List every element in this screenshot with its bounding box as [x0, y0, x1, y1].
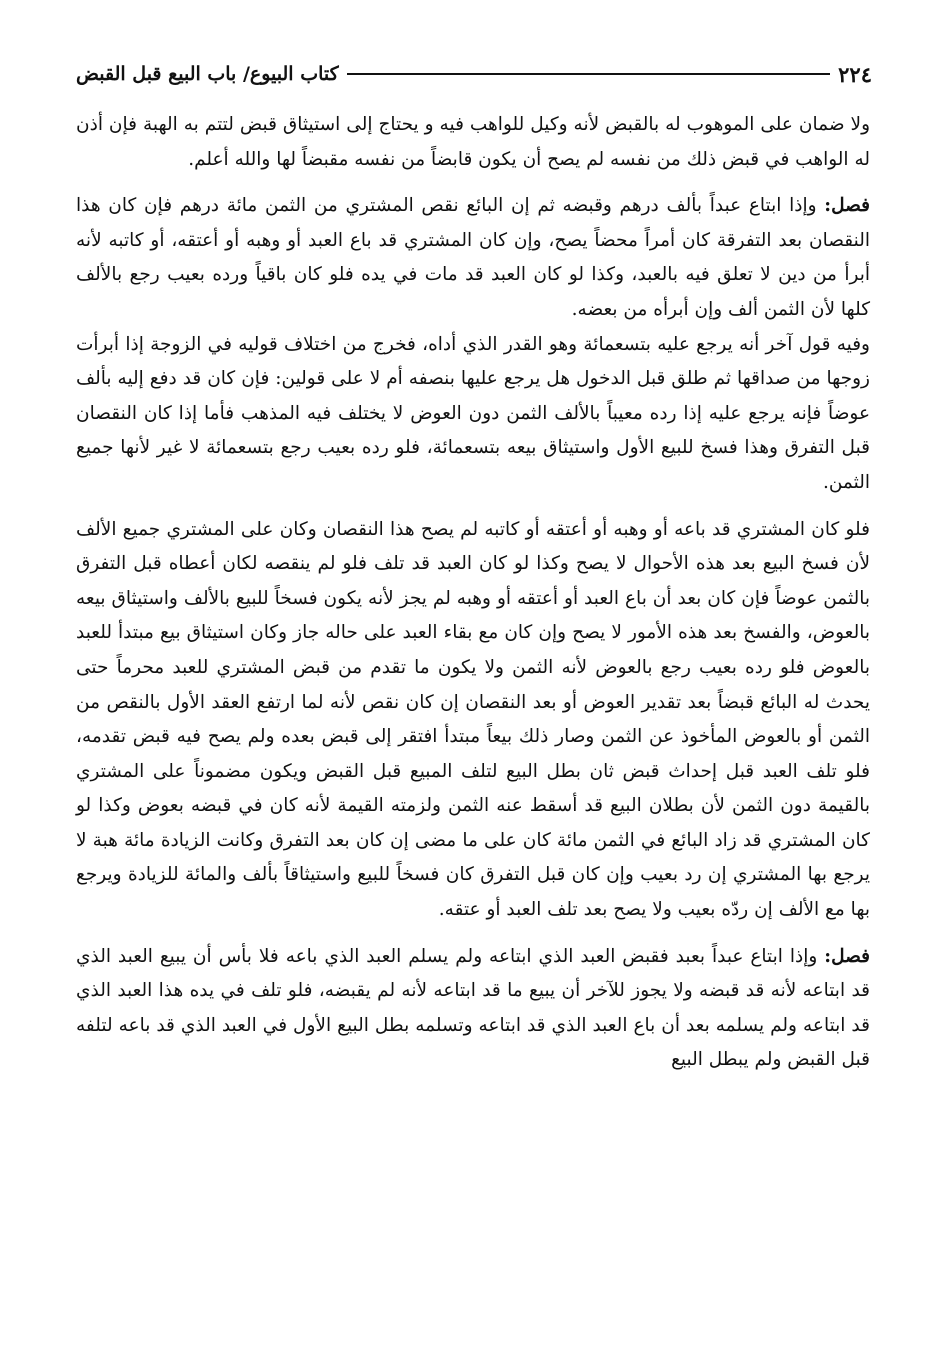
header-rule: [347, 73, 830, 75]
body-text: [76, 108, 870, 1078]
paragraph: [76, 189, 870, 327]
paragraph: [76, 108, 870, 177]
paragraph-text: وإذا ابتاع عبداً بعبد فقبض العبد الذي ابتاعه ولم يسلم العبد الذي باعه فلا بأس أن يبيع العبد الذي قد ابتاعه لأنه قد قبضه ولا يجوز للآخر أن يبيع ما قد ابتاعه لأنه لم يقبضه، فلو تلف في يده هذا العبد الذي قد ابتاعه ولم يسلمه بعد أن باع العبد الذي قد ابتاعه وتسلمه بطل البيع الأول في العبد الذي قد باعه لتلفه قبل القبض ولم يبطل البيع: [76, 945, 870, 1071]
paragraph: [76, 513, 870, 928]
section-marker: فصل:: [824, 945, 870, 967]
paragraph: [76, 940, 870, 1078]
paragraph-text: وإذا ابتاع عبداً بألف درهم وقبضه ثم إن البائع نقص المشتري من الثمن مائة درهم فإن كان هذا النقصان بعد التفرقة كان أمراً محضاً يصح، وإن كان المشتري قد باع العبد أو وهبه أو أعتقه، أو كاتبه لأنه أبرأ من دين لا تعلق فيه بالعبد، وكذا لو كان العبد قد مات في يده فلو كان باقياً ورده بعيب رجع بالألف كلها لأن الثمن ألف وإن أبرأه من بعضه.: [76, 195, 870, 320]
paragraph: [76, 328, 870, 501]
page-number: ٢٢٤: [838, 61, 872, 87]
chapter-title: كتاب البيوع/ باب البيع قبل القبض: [76, 63, 339, 85]
section-marker: فصل:: [824, 195, 870, 217]
running-header: [76, 56, 872, 92]
paragraph-text: ولا ضمان على الموهوب له بالقبض لأنه وكيل للواهب فيه و يحتاج إلى استيثاق قبض لتتم به الهبة فإن أذن له الواهب في قبض ذلك من نفسه لم يصح أن يكون قابضاً من نفسه مقبضاً لها والله أعلم.: [76, 114, 870, 170]
paragraph-text: وفيه قول آخر أنه يرجع عليه بتسعمائة وهو القدر الذي أداه، فخرج من اختلاف قوليه في الزوجة إذا أبرأت زوجها من صداقها ثم طلق قبل الدخول هل يرجع عليها بنصفه أم لا على قولين: فإن كان قد دفع إليه بألف عوضاً فإنه يرجع عليه إذا رده معيباً بالألف الثمن دون العوض لا يختلف فيه المذهب فأما إذا كان النقصان قبل التفرق وهذا فسخ للبيع الأول واستيثاق بيعه بتسعمائة، فلو رده بعيب رجع بتسعمائة لا غير لأنها جميع الثمن.: [76, 333, 870, 493]
paragraph-text: فلو كان المشتري قد باعه أو وهبه أو أعتقه أو كاتبه لم يصح هذا النقصان وكان على المشتري جميع الألف لأن فسخ البيع بعد هذه الأحوال لا يصح وكذا لو كان العبد قد تلف فلو لم ينقصه لكان أعطاه قبل التفرق بالثمن عوضاً فإن كان بعد أن باع العبد أو أعتقه أو وهبه لم يجز لأنه يكون فسخاً للبيع بالألف واستيثاق بيعه بالعوض، والفسخ بعد هذه الأمور لا يصح وإن كان مع بقاء العبد على حاله جاز وكان استيثاق بيع مبتدأ للعبد بالعوض فلو رده بعيب رجع بالعوض لأنه الثمن ولا يكون ما تقدم من قبض المشتري للعبد محرماً حتى يحدث له البائع قبضاً بعد تقدير العوض أو بعد النقصان إن كان نقص لأنه لما ارتفع العقد الأول بالنقص من الثمن أو بالعوض المأخوذ عن الثمن وصار ذلك بيعاً مبتدأ افتقر إلى قبض بعده ولم يصح فيه قبض تقدمه، فلو تلف العبد قبل إحداث قبض ثان بطل البيع لتلف المبيع قبل القبض ويكون مضموناً على المشتري بالقيمة دون الثمن لأن بطلان البيع قد أسقط عنه الثمن ولزمته القيمة لأنه كان في قبضه بعوض وكذا لو كان المشتري قد زاد البائع في الثمن مائة كان على ما مضى إن كان بعد التفرق وكانت الزيادة مائة هبة لا يرجع بها المشتري إن رد بعيب وإن كان قبل التفرق كان فسخاً للبيع واستيثاقاً بألف والمائة للزيادة ويرجع بها مع الألف إن ردّه بعيب ولا يصح بعد تلف العبد أو عتقه.: [76, 518, 870, 921]
